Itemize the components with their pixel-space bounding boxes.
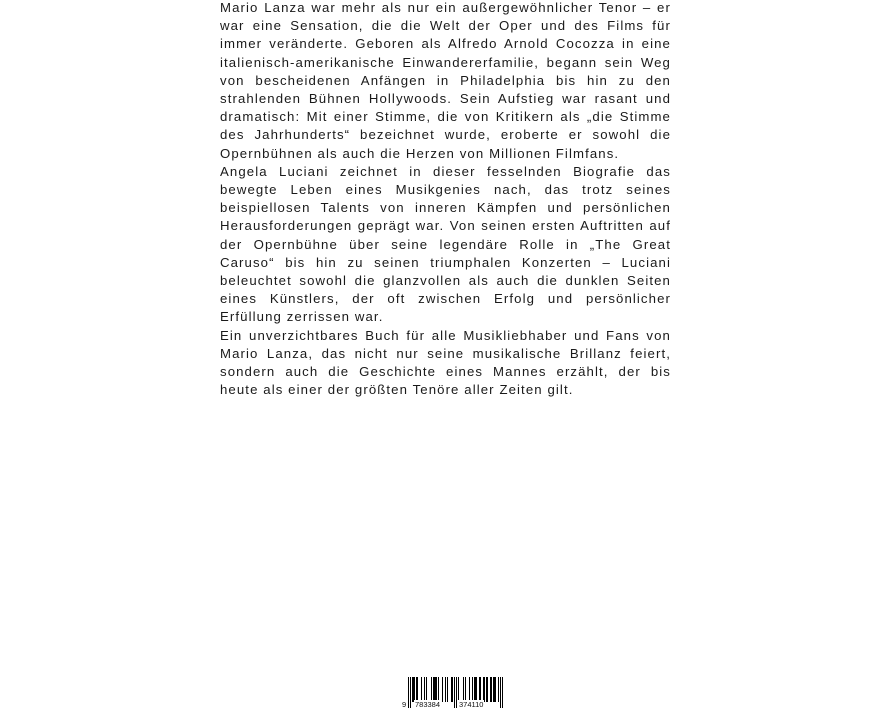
barcode-bar [431,677,432,702]
blurb-paragraph: Mario Lanza war mehr als nur ein außergewöhnlicher Tenor – er war eine Sensation, die die Welt der Oper und des Films für immer veränderte. Geboren als Alfredo Arnold Cocozza in eine italienisch-amerikanische Einwandererfamilie, begann sein Weg von bescheidenen Anfängen in Philadelphia bis hin zu den strahlenden Bühnen Hollywoods. Sein Aufstieg war rasant und dramatisch: Mit einer Stimme, die von Kritikern als „die Stimme des Jahrhunderts“ bezeichnet wurde, eroberte er sowohl die Opernbühnen als auch die Herzen von Millionen Filmfans. [220,0,671,161]
barcode-digits [400,700,504,710]
barcode-bar [442,677,443,702]
barcode-bar [451,677,452,702]
barcode-bar [495,677,496,702]
barcode-bar [476,677,477,702]
barcode-bar [435,677,436,702]
barcode-bar [480,677,481,702]
barcode-bar [472,677,473,702]
barcode-bar [452,677,453,702]
barcode-bar [414,677,415,702]
barcode-bar [465,677,466,702]
blurb-paragraph: Angela Luciani zeichnet in dieser fesselnden Biografie das bewegte Leben eines Musikgenies nach, das trotz seines beispiellosen Talents von inneren Kämpfen und persönlichen Herausforderungen geprägt war. Von seinen ersten Auftritten auf der Opernbühne über seine legendäre Rolle in „The Great Caruso“ bis hin zu seinen triumphalen Konzerten – Luciani beleuchtet sowohl die glanzvollen als auch die dunklen Seiten eines Künstlers, der oft zwischen Erfolg und persönlicher Erfüllung zerrissen war. [220,163,671,325]
barcode-bar [494,677,495,702]
barcode-bar [413,677,414,702]
barcode-bar [487,677,488,702]
barcode-bar [436,677,437,702]
barcode-bar [498,677,499,702]
barcode-bar [491,677,492,702]
barcode-bar [434,677,435,702]
barcode-bar [474,677,475,702]
barcode-bar [417,677,418,702]
barcode-bar [493,677,494,702]
barcode-bar [447,677,448,702]
barcode-bar [486,677,487,702]
barcode-bar [416,677,417,702]
barcode-bar [479,677,480,702]
barcode-bar [469,677,470,702]
barcode-bar [463,677,464,702]
barcode-bar [438,677,439,702]
blurb-paragraph: Ein unverzichtbares Buch für alle Musikliebhaber und Fans von Mario Lanza, das nicht nur seine musikalische Brillanz feiert, sondern auch die Geschichte eines Mannes erzählt, der bis heute als einer der größten Tenöre aller Zeiten gilt. [220,327,671,398]
barcode-right-group: 374110 [459,700,484,709]
barcode-bar [483,677,484,702]
barcode-bar [475,677,476,702]
barcode-left-group: 783384 [415,700,441,709]
barcode-bar [412,677,413,702]
barcode-bar [484,677,485,702]
barcode-bar [424,677,425,702]
isbn-barcode [400,677,504,710]
barcode-bar [445,677,446,702]
barcode-bar [458,677,459,702]
barcode-bar [421,677,422,702]
barcode-bar [490,677,491,702]
barcode-bar [433,677,434,702]
barcode-first-digit: 9 [402,700,407,709]
barcode-bar [426,677,427,702]
blurb-text [220,0,671,399]
